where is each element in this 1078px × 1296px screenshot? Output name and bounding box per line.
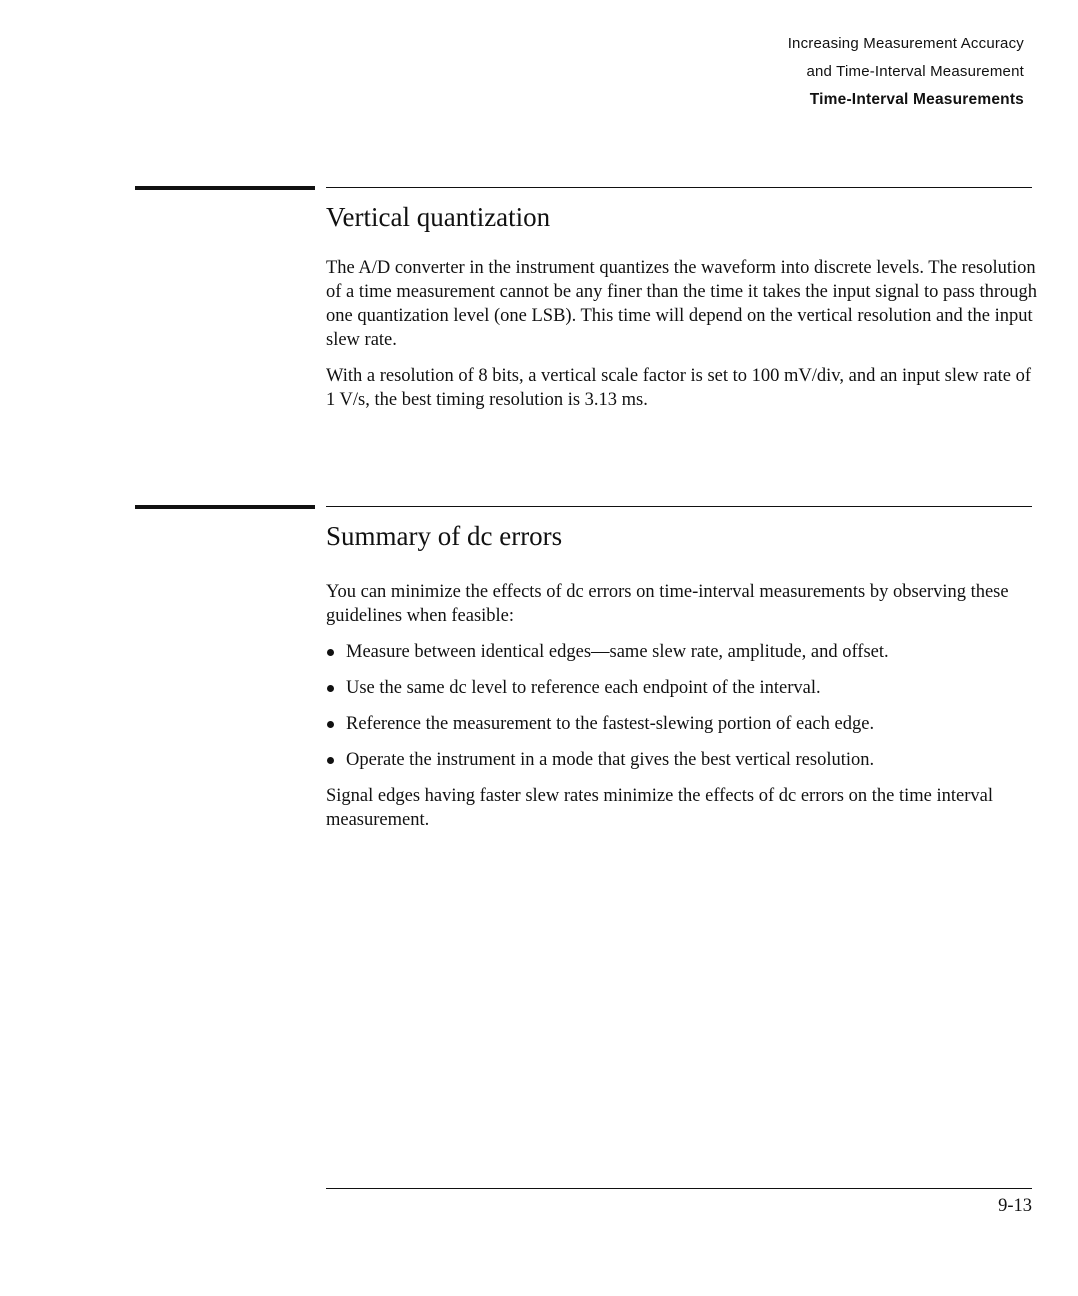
section-paragraph: The A/D converter in the instrument quantizes the waveform into discrete levels. The resolution of a time measurement cannot be any finer than the time it takes the input signal to pass through one quantization level (one LSB). This time will depend on the vertical resolution and the input slew rate.: [326, 258, 1038, 350]
section-paragraph: With a resolution of 8 bits, a vertical scale factor is set to 100 mV/div, and an input slew rate of 1 V/s, the best timing resolution is 3.13 ms.: [326, 366, 1031, 410]
header-chapter-line-1: Increasing Measurement Accuracy: [787, 35, 1024, 52]
section-vertical-quantization: [326, 200, 1038, 412]
list-item-text: Operate the instrument in a mode that gives the best vertical resolution.: [346, 750, 875, 770]
section-rule-thick: [135, 505, 315, 509]
list-item-text: Use the same dc level to reference each endpoint of the interval.: [346, 678, 821, 698]
list-item: [326, 640, 1038, 664]
guidelines-list: [326, 640, 1038, 772]
bullet-icon: [327, 757, 334, 764]
section-intro-paragraph: You can minimize the effects of dc errors on time-interval measurements by observing these guidelines when feasible:: [326, 582, 1009, 626]
header-chapter-line-2: and Time-Interval Measurement: [806, 63, 1024, 80]
footer-rule: [326, 1188, 1032, 1189]
section-heading: Summary of dc errors: [326, 521, 563, 551]
list-item-text: Reference the measurement to the fastest-slewing portion of each edge.: [346, 714, 875, 734]
bullet-icon: [327, 685, 334, 692]
list-item: [326, 712, 1038, 736]
section-summary-dc-errors: [326, 519, 1038, 832]
list-item: [326, 676, 1038, 700]
page-number: 9-13: [998, 1196, 1032, 1216]
bullet-icon: [327, 721, 334, 728]
running-header: [604, 30, 1024, 114]
section-rule-thick: [135, 186, 315, 190]
section-heading: Vertical quantization: [326, 202, 551, 232]
bullet-icon: [327, 649, 334, 656]
section-rule-thin: [326, 506, 1032, 507]
list-item-text: Measure between identical edges—same slew rate, amplitude, and offset.: [346, 642, 889, 662]
list-item: [326, 748, 1038, 772]
header-section-title: Time-Interval Measurements: [809, 91, 1024, 108]
section-rule-thin: [326, 187, 1032, 188]
section-closing-paragraph: Signal edges having faster slew rates minimize the effects of dc errors on the time interval measurement.: [326, 786, 993, 830]
